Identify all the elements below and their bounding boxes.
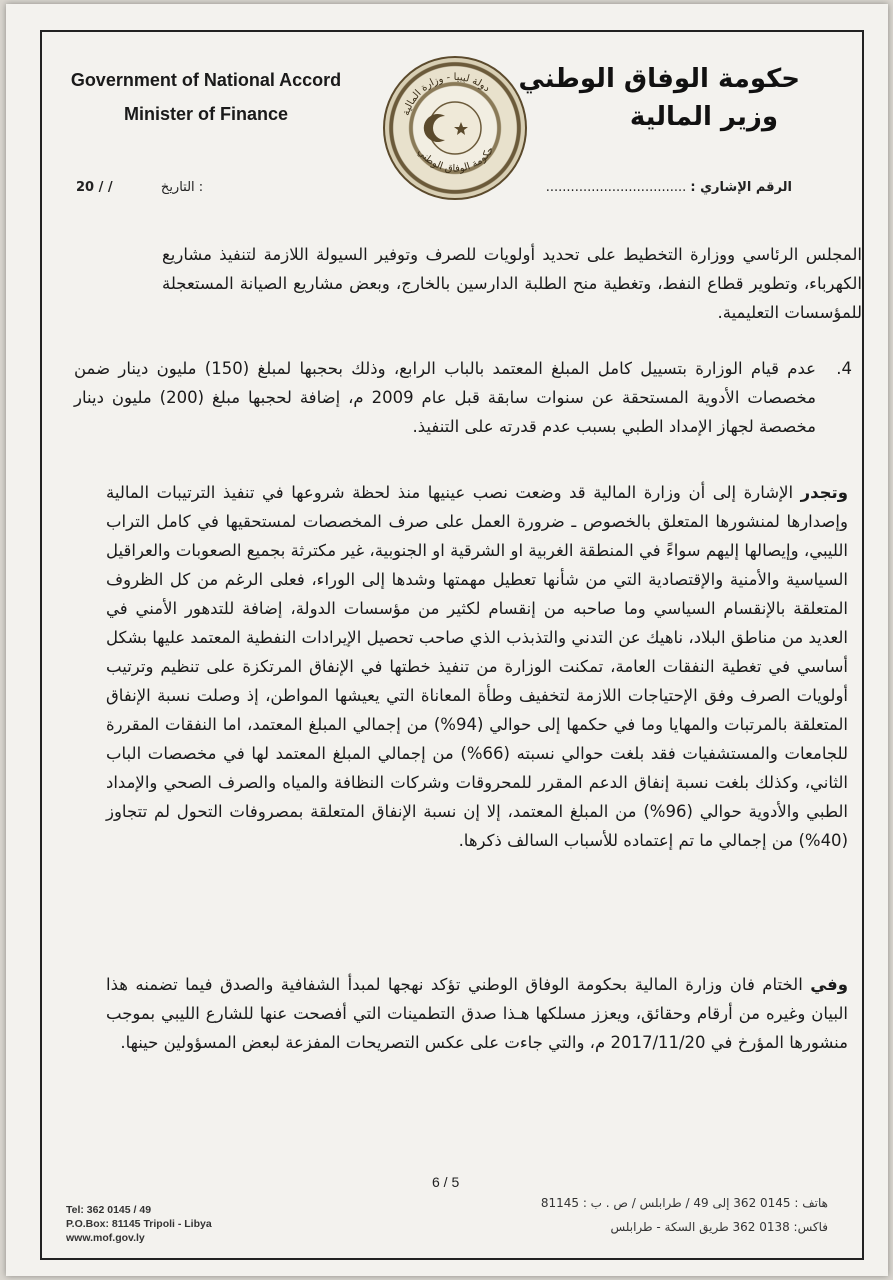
date-line <box>76 180 203 195</box>
seal-emblem <box>385 58 525 198</box>
footer-tel-en: Tel: 362 0145 / 49 <box>66 1204 152 1216</box>
paragraph-closing <box>106 970 848 1057</box>
header-ministry-en: Minister of Finance <box>123 104 289 124</box>
date-value: 20 / / <box>76 180 113 195</box>
footer-fax-ar: فاكس: 0138 362 طريق السكة - طرابلس <box>610 1220 828 1234</box>
header-org-ar: حكومة الوفاق الوطني <box>518 64 800 94</box>
header-org-en: Government of National Accord <box>70 70 342 90</box>
document-page <box>6 4 888 1276</box>
list-item-4-text: عدم قيام الوزارة بتسييل كامل المبلغ المعتمد بالباب الرابع، وذلك بحجبها لمبلغ (150) مليون دينار ضمن مخصصات الأدوية المستحقة عن سنوات سابقة قبل عام 2009 م، إضافة لحجبها مبلغ (200) مليون دينار مخصصة لجهاز الإمداد الطبي بسبب عدم قدرته على التنفيذ. <box>74 359 817 436</box>
seal-bottom-text: حكومة الوفاق الوطني <box>415 144 497 175</box>
government-seal <box>383 56 527 200</box>
footer-pobox-en: P.O.Box: 81145 Tripoli - Libya <box>66 1218 212 1230</box>
header-ministry-ar: وزير المالية <box>629 102 778 132</box>
paragraph-main <box>106 478 848 855</box>
paragraph-main-lead: وتجدر <box>800 483 848 502</box>
page-number: 6 / 5 <box>432 1174 460 1190</box>
reference-number <box>546 180 792 195</box>
seal-top-text: دولة ليبيا - وزارة المالية <box>400 71 492 117</box>
paragraph-continuation: المجلس الرئاسي ووزارة التخطيط على تحديد أولويات للصرف وتوفير السيولة اللازمة لتنفيذ مشاريع الكهرباء، وتطوير قطاع النفط، وتغطية منح الطلبة الدارسين بالخارج، وبعض مشاريع الصيانة المستعجلة للمؤسسات التعليمية. <box>162 245 862 322</box>
list-item-4 <box>74 354 852 441</box>
reference-dots: .................................. <box>545 180 687 195</box>
reference-label: الرقم الإشاري : <box>690 180 792 195</box>
paragraph-main-text: الإشارة إلى أن وزارة المالية قد وضعت نصب عينيها منذ لحظة شروعها في تنفيذ الترتيبات المالية وإصدارها لمنشورها المتعلق بالخصوص ـ ضرورة العمل على صرف المخصصات لمستحقيها في كامل التراب الليبي، وإيصالها إليهم سواءً في المنطقة الغربية او الشرقية او الجنوبية، غير مكترثة بجميع الصعوبات والعراقيل السياسية والأمنية والإقتصادية التي من شأنها تعطيل مهمتها وشدها إلى الوراء، فعلى الرغم من كل الظروف المتعلقة بالإنقسام السياسي وما صاحبه من إنقسام لكثير من مؤسسات الدولة، إضافة للتدهور الأمني في العديد من مناطق البلاد، ناهيك عن التدني والتذبذب الذي صاحب تحصيل الإيرادات النفطية المعتمد عليها بشكل أساسي في تغطية النفقات العامة، تمكنت الوزارة من تنفيذ خطتها في الإنفاق المرتكزة على تنظيم وترتيب أولويات الصرف وفق الإحتياجات اللازمة لتخفيف وطأة المعاناة التي يعيشها المواطن، إذ وصلت نسبة الإنفاق المتعلقة بالمرتبات والمهايا وما في حكمها إلى حوالي (94%) من إجمالي المبلغ المعتمد، اما النفقات المقررة للجامعات والمستشفيات فقد بلغت حوالي نسبته (66%) من إجمالي المبلغ المعتمد لها في مخصصات الباب الثاني، وكذلك بلغت نسبة إنفاق الدعم المقرر للمحروقات وشركات النظافة والمياه والصرف الصحي والإمداد الطبي والأدوية حوالي (96%) من المبلغ المعتمد، إلا إن نسبة الإنفاق المتعلقة بمصروفات التحول لم تتجاوز (40%) من إجمالي ما تم إعتماده للأسباب السالف ذكرها. <box>106 483 849 850</box>
paragraph-closing-text: الختام فان وزارة المالية بحكومة الوفاق الوطني تؤكد نهجها لمبدأ الشفافية والصدق فيما تضمنه هذا البيان وغيره من أرقام وحقائق، ويعزز مسلكها هـذا صدق التطمينات التي أفصحت عنها للشارع الليبي بموجب منشورها المؤرخ في 2017/11/20 م، والتي جاءت على عكس التصريحات المفزعة لبعض المسؤولين حينها. <box>106 975 848 1052</box>
footer-web-en: www.mof.gov.ly <box>66 1232 145 1244</box>
paragraph-closing-lead: وفي <box>810 975 848 994</box>
footer-tel-ar: هاتف : 0145 362 إلى 49 / طرابلس / ص . ب : 81145 <box>540 1196 828 1210</box>
date-label: التاريخ : <box>160 180 204 195</box>
list-item-4-number: 4. <box>836 359 852 378</box>
